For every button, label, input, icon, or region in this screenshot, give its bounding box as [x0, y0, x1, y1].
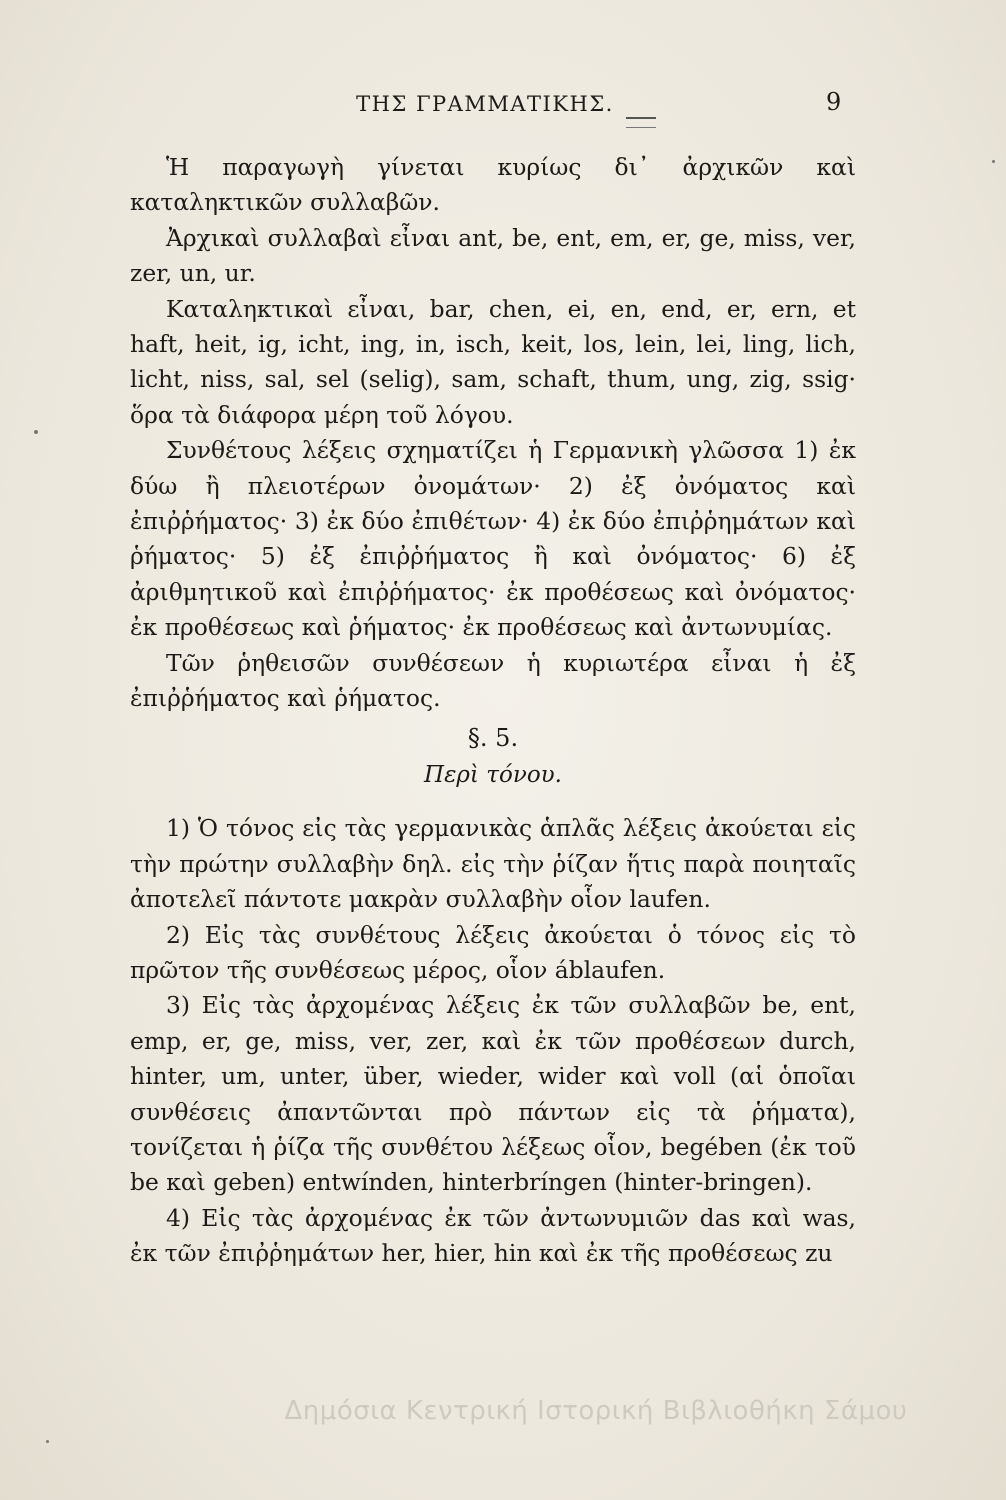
paragraph-initial-syllables: Ἀρχικαὶ συλλαβαὶ εἶναι ant, be, ent, em, er, ge, miss, ver, zer, un, ur. — [130, 223, 856, 288]
section-title: Περὶ τόνου. — [424, 761, 562, 788]
paragraph-main-composition: Τῶν ῥηθεισῶν συνθέσεων ἡ κυριωτέρα εἶναι ἡ ἐξ ἐπιῤῥήματος καὶ ῥήματος. — [130, 648, 856, 713]
page-header — [0, 86, 1006, 126]
rule-1: 1) Ὁ τόνος εἰς τὰς γερμανικὰς ἁπλᾶς λέξεις ἀκούεται εἰς τὴν πρώτην συλλαβὴν δηλ. εἰς τὴν ῥίζαν ἥτις παρὰ ποιηταῖς ἀποτελεῖ πάντοτε μακρὰν συλλαβὴν οἷον laufen. — [130, 814, 856, 914]
running-title: ΤΗΣ ΓΡΑΜΜΑΤΙΚΗΣ. — [356, 92, 614, 116]
paragraph-derivation: Ἡ παραγωγὴ γίνεται κυρίως δι᾽ ἀρχικῶν καὶ καταληκτικῶν συλλαβῶν. — [130, 153, 856, 217]
rule-3: 3) Εἰς τὰς ἀρχομένας λέξεις ἐκ τῶν συλλαβῶν be, ent, emp, er, ge, miss, ver, zer, καὶ ἐκ τῶν προθέσεων durch, hinter, um, unter, über, wieder, wider καὶ voll (αἱ ὁποῖαι συνθέσεις ἀπαντῶνται πρὸ πάντων εἰς τὰ ῥήματα), τονίζεται ἡ ῥίζα τῆς συνθέτου λέξεως οἷον, begében (ἐκ τοῦ be καὶ geben) entwínden, hinterbríngen (hinter-bringen). — [130, 991, 856, 1197]
body-text — [130, 150, 856, 1272]
rule-4: 4) Εἰς τὰς ἀρχομένας ἐκ τῶν ἀντωνυμιῶν das καὶ was, ἐκ τῶν ἐπιῤῥημάτων her, hier, hin καὶ ἐκ τῆς προθέσεως zu — [130, 1203, 856, 1268]
paper-speck — [992, 160, 995, 163]
library-stamp-mark — [626, 117, 656, 128]
section-number: §. 5. — [467, 723, 519, 752]
paragraph-compound-words: Συνθέτους λέξεις σχηματίζει ἡ Γερμανικὴ γλῶσσα 1) ἐκ δύω ἢ πλειοτέρων ὀνομάτων· 2) ἐξ ὀνόματος καὶ ἐπιῤῥήματος· 3) ἐκ δύο ἐπιθέτων· 4) ἐκ δύο ἐπιῤῥημάτων καὶ ῥήματος· 5) ἐξ ἐπιῤῥήματος ἢ καὶ ὀνόματος· 6) ἐξ ἀριθμητικοῦ καὶ ἐπιῤῥήματος· ἐκ προθέσεως καὶ ὀνόματος· ἐκ προθέσεως καὶ ῥήματος· ἐκ προθέσεως καὶ ἀντωνυμίας. — [130, 436, 856, 642]
library-watermark: Δημόσια Κεντρική Ιστορική Βιβλιοθήκη Σάμου — [284, 1396, 908, 1426]
paper-speck — [46, 1440, 49, 1443]
rule-2: 2) Εἰς τὰς συνθέτους λέξεις ἀκούεται ὁ τόνος εἰς τὸ πρῶτον τῆς συνθέσεως μέρος, οἷον áblaufen. — [130, 920, 856, 984]
page-number: 9 — [826, 88, 842, 116]
paragraph-final-syllables: Καταληκτικαὶ εἶναι, bar, chen, ei, en, end, er, ern, et haft, heit, ig, icht, ing, in, isch, keit, los, lein, lei, ling, lich, licht, niss, sal, sel (selig), sam, schaft, thum, ung, zig, ssig· ὅρα τὰ διάφορα μέρη τοῦ λόγου. — [130, 294, 856, 429]
paper-speck — [34, 430, 38, 434]
